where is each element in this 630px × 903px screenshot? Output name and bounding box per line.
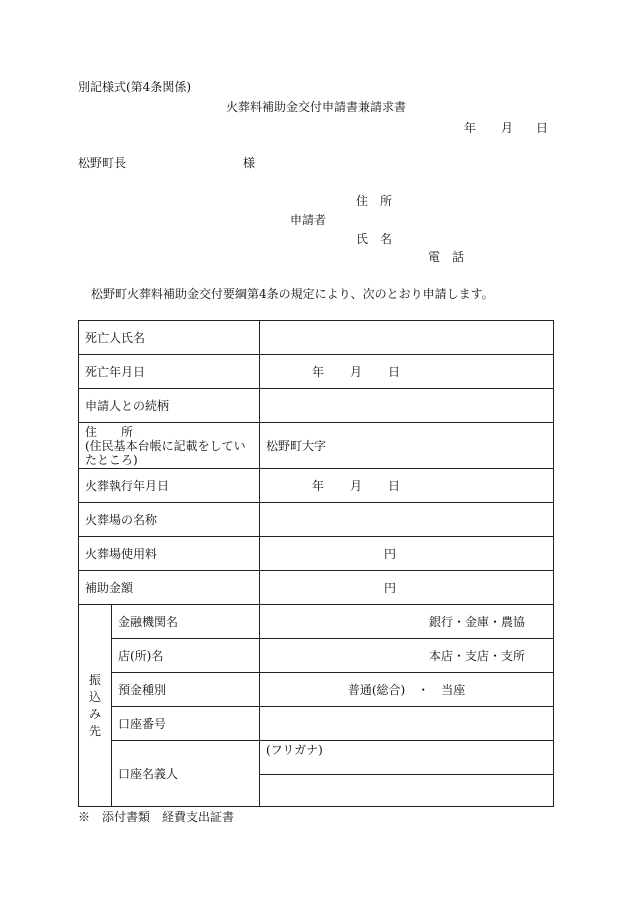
row-account-type (79, 673, 554, 707)
cremation-date-year-unit: 年 (312, 478, 325, 493)
cremation-date-day-unit: 日 (388, 478, 401, 493)
subsidy-amount-label: 補助金額 (79, 571, 260, 605)
form-number: 別記様式(第4条関係) (78, 80, 191, 94)
application-table (78, 320, 554, 807)
statement: 松野町火葬料補助金交付要綱第4条の規定により、次のとおり申請します。 (91, 287, 494, 301)
row-death-date (79, 355, 554, 389)
account-type-label: 預金種別 (112, 673, 260, 707)
form-title: 火葬料補助金交付申請書兼請求書 (226, 100, 407, 114)
crematorium-fee-label: 火葬場使用料 (79, 537, 260, 571)
address-label-main: 住 所 (85, 424, 134, 439)
date-year-unit: 年 (464, 121, 477, 135)
date-month-unit: 月 (501, 121, 514, 135)
account-number-field[interactable] (260, 707, 554, 741)
row-account-number (79, 707, 554, 741)
account-number-label: 口座番号 (112, 707, 260, 741)
subsidy-amount-yen: 円 (384, 580, 397, 595)
address-label (79, 423, 260, 469)
applicant-name-label: 氏 名 (356, 232, 393, 246)
holder-furigana-label: (フリガナ) (266, 743, 323, 757)
transfer-char-4: 先 (88, 723, 101, 738)
applicant-address-label: 住 所 (356, 194, 393, 208)
applicant-phone-label: 電 話 (428, 250, 465, 264)
death-date-year-unit: 年 (312, 364, 325, 379)
address-label-note: (住民基本台帳に記載をしていたところ) (85, 438, 246, 467)
cremation-date-field[interactable] (260, 469, 554, 503)
branch-options: 本店・支店・支所 (429, 648, 526, 663)
row-bank (79, 605, 554, 639)
death-date-day-unit: 日 (388, 364, 401, 379)
account-type-options: 普通(総合) ・ 当座 (347, 682, 466, 697)
relation-label: 申請人との続柄 (79, 389, 260, 423)
transfer-char-1: 振 (88, 672, 101, 687)
death-date-label: 死亡年月日 (79, 355, 260, 389)
crematorium-fee-yen: 円 (384, 546, 397, 561)
holder-furigana-field[interactable] (260, 741, 554, 775)
crematorium-fee-field[interactable] (260, 537, 554, 571)
row-cremation-date (79, 469, 554, 503)
crematorium-name-label: 火葬場の名称 (79, 503, 260, 537)
death-date-field[interactable] (260, 355, 554, 389)
date-day-unit: 日 (536, 121, 549, 135)
subsidy-amount-field[interactable] (260, 571, 554, 605)
branch-field[interactable] (260, 639, 554, 673)
bank-label: 金融機関名 (112, 605, 260, 639)
row-address (79, 423, 554, 469)
branch-label: 店(所)名 (112, 639, 260, 673)
crematorium-name-field[interactable] (260, 503, 554, 537)
transfer-char-3: み (88, 706, 101, 721)
row-deceased-name (79, 321, 554, 355)
addressee: 松野町長 (78, 156, 127, 170)
account-type-field[interactable] (260, 673, 554, 707)
deceased-name-field[interactable] (260, 321, 554, 355)
holder-label: 口座名義人 (112, 741, 260, 807)
relation-field[interactable] (260, 389, 554, 423)
cremation-date-month-unit: 月 (350, 478, 363, 493)
row-holder-furigana (79, 741, 554, 775)
row-crematorium-fee (79, 537, 554, 571)
deceased-name-label: 死亡人氏名 (79, 321, 260, 355)
bank-field[interactable] (260, 605, 554, 639)
row-subsidy-amount (79, 571, 554, 605)
row-crematorium-name (79, 503, 554, 537)
row-branch (79, 639, 554, 673)
bank-options: 銀行・金庫・農協 (429, 614, 526, 629)
transfer-destination-label (79, 605, 112, 807)
address-field[interactable] (260, 423, 554, 469)
address-value: 松野町大字 (266, 438, 327, 453)
death-date-month-unit: 月 (350, 364, 363, 379)
holder-name-field[interactable] (260, 775, 554, 807)
cremation-date-label: 火葬執行年月日 (79, 469, 260, 503)
honorific: 様 (243, 156, 256, 170)
row-relation (79, 389, 554, 423)
transfer-char-2: 込 (88, 689, 101, 704)
attachment-note: ※ 添付書類 経費支出証書 (78, 810, 235, 824)
applicant-label: 申請者 (290, 213, 327, 227)
